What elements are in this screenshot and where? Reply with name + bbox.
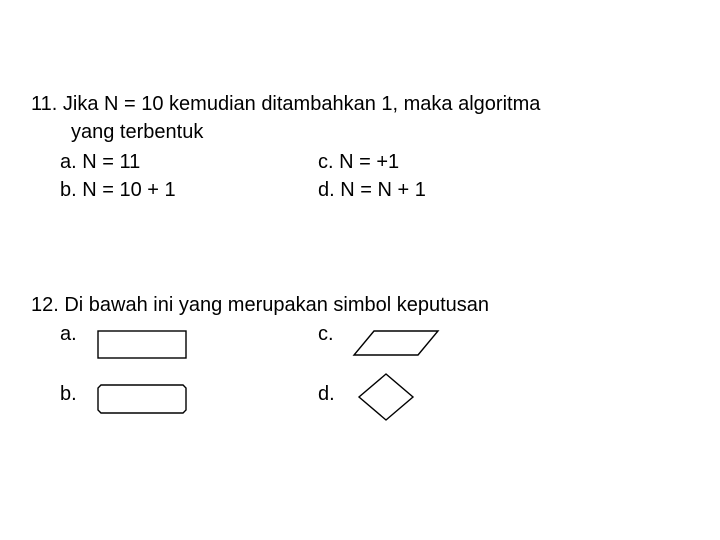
q11-option-c: c. N = +1 bbox=[318, 151, 400, 173]
q12-option-c-label: c. bbox=[318, 323, 334, 345]
rectangle-shape-icon bbox=[95, 328, 190, 360]
q12-option-a-label: a. bbox=[60, 323, 77, 345]
q12-title: 12. Di bawah ini yang merupakan simbol keputusan bbox=[31, 294, 490, 316]
q11-option-b: b. N = 10 + 1 bbox=[60, 179, 176, 201]
q12-option-b-label: b. bbox=[60, 383, 77, 405]
q11-title-line2: yang terbentuk bbox=[71, 121, 204, 143]
q11-title-line1: 11. Jika N = 10 kemudian ditambahkan 1, maka algoritma bbox=[31, 93, 541, 115]
q11-option-d: d. N = N + 1 bbox=[318, 179, 426, 201]
diamond-shape-icon bbox=[356, 371, 416, 423]
notched-rectangle-shape-icon bbox=[95, 382, 190, 416]
q11-option-a: a. N = 11 bbox=[60, 151, 141, 173]
parallelogram-shape-icon bbox=[352, 328, 442, 358]
q12-option-d-label: d. bbox=[318, 383, 335, 405]
